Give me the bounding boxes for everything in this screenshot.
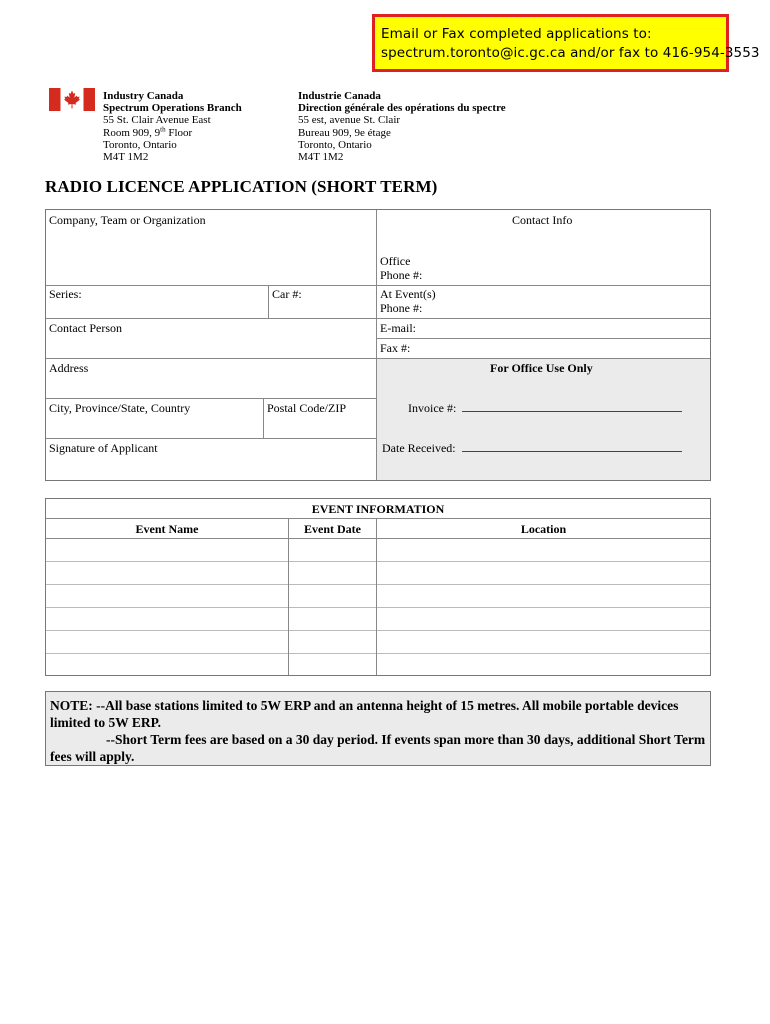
table-row[interactable] (46, 631, 710, 653)
contact-info-label: Contact Info (512, 213, 573, 227)
notice-line-1: Email or Fax completed applications to: (381, 26, 652, 42)
event-info-heading: EVENT INFORMATION (311, 502, 445, 516)
event-date-header: Event Date (304, 522, 361, 536)
table-row[interactable] (46, 539, 710, 561)
french-branch: Direction générale des opérations du spectre (298, 102, 506, 115)
note-line-1: NOTE: --All base stations limited to 5W ERP and an antenna height of 15 metres. All mobile portable devices limited to 5W ERP. (50, 698, 679, 730)
location-header: Location (520, 522, 567, 536)
canada-flag-icon (49, 88, 95, 111)
office-use-heading: For Office Use Only (490, 361, 593, 375)
table-row[interactable] (46, 654, 710, 675)
event-phone-field[interactable]: At Event(s) Phone #: (380, 287, 436, 315)
car-number-field[interactable]: Car #: (272, 287, 302, 301)
date-received-field: Date Received: (382, 441, 682, 455)
french-room: Bureau 909, 9e étage (298, 126, 391, 139)
event-name-header: Event Name (135, 522, 199, 536)
english-street: 55 St. Clair Avenue East (103, 114, 211, 127)
submission-notice (372, 14, 760, 72)
office-use-area (376, 358, 710, 480)
signature-field[interactable]: Signature of Applicant (49, 441, 158, 455)
french-address-block (298, 90, 506, 163)
city-field[interactable]: City, Province/State, Country (49, 401, 191, 415)
series-field[interactable]: Series: (49, 287, 82, 301)
page-title: RADIO LICENCE APPLICATION (SHORT TERM) (45, 177, 438, 196)
english-branch: Spectrum Operations Branch (103, 102, 242, 115)
french-org: Industrie Canada (298, 90, 381, 102)
email-field[interactable]: E-mail: (380, 321, 416, 335)
french-city: Toronto, Ontario (298, 138, 372, 151)
english-room: Room 909, 9th Floor (103, 124, 193, 139)
table-row[interactable] (46, 585, 710, 607)
table-row[interactable] (46, 608, 710, 630)
english-postal: M4T 1M2 (103, 151, 149, 164)
contact-person-field[interactable]: Contact Person (49, 321, 122, 335)
table-row[interactable] (46, 562, 710, 584)
french-street: 55 est, avenue St. Clair (298, 114, 401, 127)
note-line-2: --Short Term fees are based on a 30 day period. If events span more than 30 days, additional Short Term fees will apply. (50, 732, 706, 764)
english-city: Toronto, Ontario (103, 138, 177, 151)
company-field[interactable]: Company, Team or Organization (49, 213, 206, 227)
english-org: Industry Canada (103, 90, 184, 102)
english-address-block (103, 90, 242, 163)
notice-line-2: spectrum.toronto@ic.gc.ca and/or fax to 416-954-3553 (381, 45, 760, 61)
postal-code-field[interactable]: Postal Code/ZIP (267, 401, 347, 415)
invoice-field: Invoice #: (408, 401, 682, 415)
address-field[interactable]: Address (49, 361, 89, 375)
fax-field[interactable]: Fax #: (380, 341, 411, 355)
french-postal: M4T 1M2 (298, 151, 344, 164)
fees-note (45, 691, 711, 766)
office-phone-field[interactable]: Office Phone #: (380, 254, 423, 282)
